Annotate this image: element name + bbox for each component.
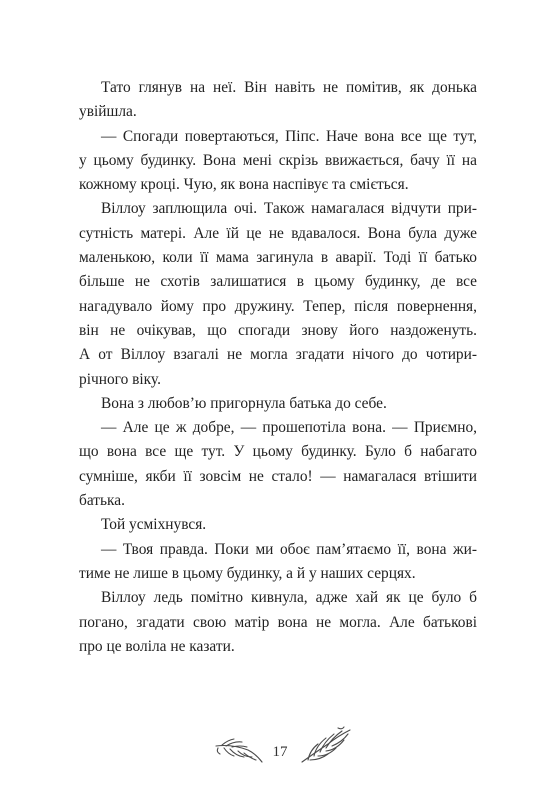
text-line: — Твоя правда. Поки ми обоє пам’ятаємо її, вона жи-	[101, 540, 477, 558]
text-line: річного віку.	[79, 370, 161, 388]
text-line: Тато глянув на неї. Він навіть не помітив, як донька	[101, 79, 477, 96]
page-footer	[0, 734, 559, 774]
text-line: А от Віллоу взагалі не могла згадати нічого до чотири-	[79, 346, 477, 364]
text-line: сутність матері. Але їй це не вдавалося. Вона була дуже	[79, 224, 477, 242]
text-line: у цьому будинку. Вона мені скрізь ввижається, бачу її на	[79, 151, 477, 169]
feather-icon	[214, 736, 264, 771]
feather-icon	[298, 726, 354, 771]
text-line: — Але це ж добре, — прошепотіла вона. — Приємно,	[101, 419, 477, 437]
text-line: — Спогади повертаються, Піпс. Наче вона все ще тут,	[101, 127, 477, 145]
text-line: Віллоу ледь помітно кивнула, адже хай як це було б	[101, 589, 477, 607]
text-line: сумніше, якби її зовсім не стало! — намагалася втішити	[79, 467, 477, 485]
text-line: що вона все ще тут. У цьому будинку. Було б набагато	[79, 443, 477, 461]
paragraph	[79, 513, 477, 537]
text-line: Той усміхнувся.	[101, 516, 207, 534]
paragraph	[79, 538, 477, 587]
paragraph	[79, 125, 477, 198]
text-line: батька.	[79, 492, 125, 510]
text-line: тиме не лише в цьому будинку, а й у наших серцях.	[79, 564, 416, 582]
text-line: нагадувало йому про дружину. Тепер, після повернення,	[79, 297, 477, 315]
paragraph	[79, 76, 477, 125]
text-line: про це воліла не казати.	[79, 637, 235, 655]
paragraph	[79, 416, 477, 513]
text-line: Віллоу заплющила очі. Також намагалася відчути при-	[101, 200, 477, 218]
page-number: 17	[272, 744, 288, 760]
paragraph	[79, 392, 477, 416]
text-line: він не очікував, що спогади знову його наздоженуть.	[79, 321, 477, 339]
paragraph	[79, 586, 477, 659]
page-text	[79, 76, 477, 659]
text-line: кожному кроці. Чую, як вона наспівує та сміється.	[79, 176, 409, 194]
paragraph	[79, 197, 477, 391]
text-line: погано, згадати свою матір вона не могла. Але батькові	[79, 613, 477, 631]
text-line: увійшла.	[79, 103, 137, 121]
text-line: Вона з любов’ю пригорнула батька до себе.	[101, 394, 387, 412]
text-line: більше не схотів залишатися в цьому будинку, де все	[79, 273, 477, 291]
text-line: маленькою, коли її мама загинула в аварії. Тоді її батько	[79, 249, 477, 267]
